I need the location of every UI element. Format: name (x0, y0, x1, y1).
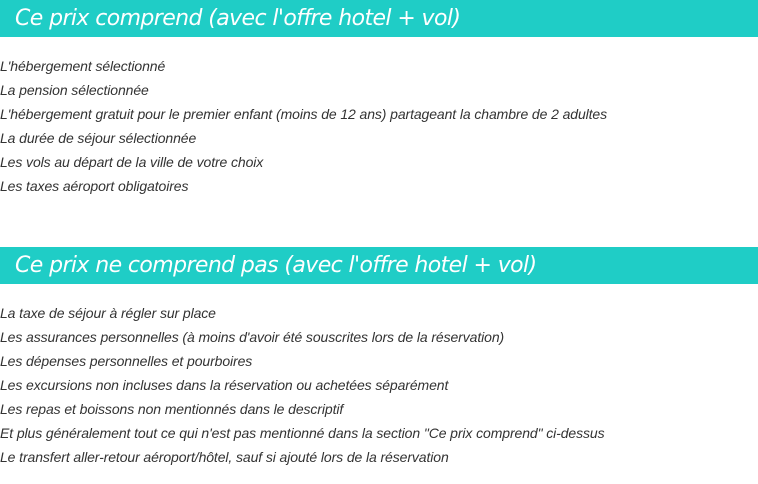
list-item: La durée de séjour sélectionnée (0, 130, 197, 146)
list-item: L'hébergement gratuit pour le premier enfant (moins de 12 ans) partageant la chambre de 2 adultes (0, 106, 608, 122)
list-item: Les repas et boissons non mentionnés dans le descriptif (0, 401, 344, 417)
list-item: Et plus généralement tout ce qui n'est pas mentionné dans la section "Ce prix comprend" ci-dessus (0, 425, 605, 441)
excluded-section-header (0, 247, 758, 284)
included-section-title: Ce prix comprend (avec l'offre hotel + vol) (15, 6, 461, 31)
list-item: Les vols au départ de la ville de votre choix (0, 154, 264, 170)
list-item: Les excursions non incluses dans la réservation ou achetées séparément (0, 377, 449, 393)
list-item: La taxe de séjour à régler sur place (0, 305, 216, 321)
excluded-items-list (0, 301, 604, 469)
list-item: La pension sélectionnée (0, 82, 149, 98)
included-section-header (0, 0, 758, 37)
list-item: Les dépenses personnelles et pourboires (0, 353, 253, 369)
list-item: Le transfert aller-retour aéroport/hôtel, sauf si ajouté lors de la réservation (0, 449, 449, 465)
list-item: L'hébergement sélectionné (0, 58, 166, 74)
list-item: Les taxes aéroport obligatoires (0, 178, 189, 194)
excluded-section-title: Ce prix ne comprend pas (avec l'offre hotel + vol) (15, 253, 537, 278)
list-item: Les assurances personnelles (à moins d'avoir été souscrites lors de la réservation) (0, 329, 505, 345)
included-items-list (0, 54, 607, 198)
